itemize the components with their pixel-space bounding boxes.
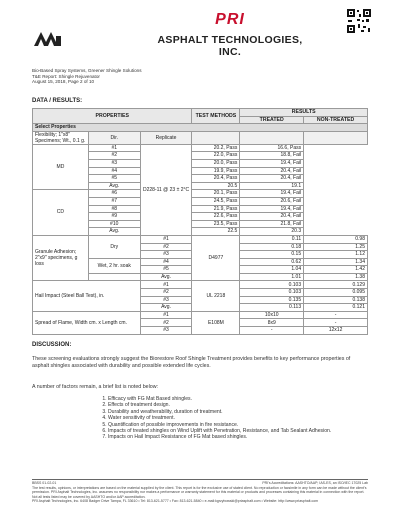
hail-method: UL 2218 [192,281,240,311]
replicate-cell: #1 [140,281,192,289]
non-treated-value: 1.12 [304,251,368,259]
replicate-cell: #5 [140,266,192,274]
discussion-title: DISCUSSION: [32,342,72,348]
empty-cell [304,131,368,144]
non-treated-value: 19.4, Fail [240,159,304,167]
granule-label: Granule Adhesion; 2"x9" specimens, g loss [33,235,89,281]
treated-value: 8x9 [240,319,304,327]
list-item: 6. Impacts of treated shingles on Wind Uplift with Penetration, Resistance, and Tab Sealant Adhesion. [108,428,378,434]
treated-value: 0.18 [240,243,304,251]
aap-logo [32,30,62,48]
treated-value: 0.62 [240,258,304,266]
non-treated-value: 18.8, Fail [240,152,304,160]
disclaimer: The test results, opinions, or interpretations are based on the material supplied by the client. This report is for the exclusive use of stated client. No reproduction or facsimile in any form can be made without the client's permission. PRI Asphalt Technologies, Inc. assumes no responsibility nor makes a performance or warranty statement for this material or products and processes containing this material in connection with the report. Not all tests listed may be covered by AASHTO and/or AAP accreditation. [32,486,367,499]
replicate-cell: #6 [88,190,140,198]
non-treated-value: 19.1 [240,182,304,190]
non-treated-value: 20.4, Fail [240,167,304,175]
flexibility-label: Flexibility; 1"x8" Specimens; Wt., 0.1 g. [33,131,89,144]
treated-value: 1.04 [240,266,304,274]
replicate-cell: Avg. [88,228,140,236]
replicate-cell: #2 [140,243,192,251]
factors-list [96,396,378,441]
hail-rows [33,281,368,311]
treated-value: 0.113 [240,304,304,312]
replicate-cell: #2 [88,152,140,160]
list-item: 5. Quantification of possible improvements in fire resistance. [108,422,378,428]
table-row [33,144,368,152]
non-treated-value: 20.3 [240,228,304,236]
company-name: ASPHALT TECHNOLOGIES, INC. [157,34,303,58]
meta-line-3: August 15, 2018, Page 2 of 10 [32,79,95,85]
flame-label: Spread of Flame, Width cm. x Length cm. [33,311,141,334]
treated-value: 24.5, Pass [192,197,240,205]
non-treated-value: 0.121 [304,304,368,312]
granule-rows [33,235,368,281]
replicate-cell: #7 [88,197,140,205]
list-item: 4. Water sensitivity of treatment. [108,415,378,421]
list-item: 2. Effects of treatment design. [108,402,378,408]
replicate-cell: #3 [140,251,192,259]
replicate-cell: #8 [88,205,140,213]
meta-line-1: Bio-Based Spray Systems, Greener Shingle Solutions [32,68,142,73]
treated-value: 0.11 [240,235,304,243]
non-treated-value: 20.4, Fail [240,175,304,183]
replicate-cell: #3 [140,327,192,335]
replicate-cell: #3 [140,296,192,304]
dir-md: MD [33,144,89,190]
pri-logo: PRI [215,11,245,28]
treated-value: 23.5, Pass [192,220,240,228]
select-properties-row [33,124,368,132]
treated-value: 20.2, Pass [192,144,240,152]
results-table [32,108,368,335]
non-treated-value: - [304,311,368,319]
flame-method: E108M [192,311,240,334]
empty-cell [192,131,240,144]
replicate-cell: #1 [88,144,140,152]
header-properties: PROPERTIES [33,109,192,124]
replicate-cell: Avg. [88,182,140,190]
non-treated-value: 1.34 [304,258,368,266]
replicate-label: Replicate [140,131,192,144]
treated-value: 20.5 [192,182,240,190]
list-item: 3. Durability and weatherability, duration of treatment. [108,409,378,415]
list-item: 7. Impacts on Hail Impact Resistance of FG Mat based shingles. [108,434,378,440]
treated-value: 0.15 [240,251,304,259]
select-properties-label: Select Properties [33,124,368,132]
discussion-paragraph: These screening evaluations strongly suggest the Biorestore Roof Shingle Treatment provides benefits to key performance properties of asphalt shingles associated with durability and possible extended life cycles. [32,356,351,369]
empty-cell [240,131,304,144]
non-treated-value: 21.8, Fail [240,220,304,228]
report-header [32,8,372,58]
replicate-cell: #2 [140,319,192,327]
treated-value: 20.4, Pass [192,175,240,183]
header-treated: TREATED [240,116,304,124]
treated-value: 0.103 [240,281,304,289]
treated-value: 22.0, Pass [192,152,240,160]
non-treated-value: - [304,319,368,327]
page-footer [32,479,368,503]
factors-intro: A number of factors remain, a brief list is noted below: [32,384,159,390]
replicate-cell: Avg. [140,273,192,281]
doc-code: BBSS 01-02-01 [32,481,57,485]
replicate-cell: #1 [140,311,192,319]
treated-value: 1.01 [240,273,304,281]
hail-label: Hail Impact (Steel Ball Test), in. [33,281,141,311]
treated-value: 21.9, Pass [192,205,240,213]
table-row [33,311,368,319]
table-row [33,190,368,198]
replicate-cell: Avg. [140,304,192,312]
treated-value: 19.9, Pass [192,167,240,175]
company-branding [150,11,310,58]
granule-method: D4977 [192,235,240,281]
replicate-cell: #1 [140,235,192,243]
non-treated-value: 0.98 [304,235,368,243]
contact-info: PRI Asphalt Technologies, Inc. 6408 Badger Drive Tampa, FL 33610 • Tel: 813-621-5777 • Fax: 813-621-5840 • e-mail:kgrzybowski@priasphalt.com • Website: http://www.priasphalt.com [32,498,319,503]
table-row [33,235,368,243]
table-row [33,281,368,289]
flexibility-rows [33,144,368,235]
treated-value: 20.0, Pass [192,159,240,167]
accreditation: PRI's Accreditations: AASHTO/AAP; IAS-ES, an ISO/IEC 17025 Lab [262,481,368,485]
non-treated-value: 1.42 [304,266,368,274]
treated-value: 22.5 [192,228,240,236]
flexibility-method: D228-11 @ 23 ± 2°C [140,144,192,235]
non-treated-value: 19.4, Fail [240,190,304,198]
empty-cell [88,273,140,281]
non-treated-value: 20.4, Fail [240,213,304,221]
replicate-cell: #9 [88,213,140,221]
non-treated-value: 20.6, Fail [240,197,304,205]
non-treated-value: 1.25 [304,243,368,251]
report-meta [32,68,142,85]
non-treated-value: 0.129 [304,281,368,289]
treated-value: 22.6, Pass [192,213,240,221]
meta-line-2: T&E Report: Shingle Rejuvenator [32,73,100,79]
table-header-row [33,109,368,117]
flame-rows [33,311,368,334]
dir-cd: CD [33,190,89,236]
header-results: RESULTS [240,109,368,117]
treated-value: 0.135 [240,296,304,304]
non-treated-value: 1.38 [304,273,368,281]
treated-value: - [240,327,304,335]
replicate-cell: #10 [88,220,140,228]
dir-label: Dir. [88,131,140,144]
header-test-methods: TEST METHODS [192,109,240,124]
cond-dry: Dry [88,235,140,258]
cond-wet: Wet, 2 hr. soak [88,258,140,273]
replicate-cell: #2 [140,289,192,297]
dir-replicate-row [33,131,368,144]
replicate-cell: #4 [88,167,140,175]
section-title: DATA / RESULTS: [32,98,83,104]
non-treated-value: 19.4, Fail [240,205,304,213]
replicate-cell: #4 [140,258,192,266]
non-treated-value: 12x12 [304,327,368,335]
header-non-treated: NON-TREATED [304,116,368,124]
treated-value: 10x10 [240,311,304,319]
non-treated-value: 0.095 [304,289,368,297]
treated-value: 20.1, Pass [192,190,240,198]
replicate-cell: #5 [88,175,140,183]
treated-value: 0.103 [240,289,304,297]
list-item: 1. Efficacy with FG Mat Based shingles. [108,396,378,402]
non-treated-value: 0.138 [304,296,368,304]
replicate-cell: #3 [88,159,140,167]
non-treated-value: 16.6, Pass [240,144,304,152]
qr-code-icon [346,8,372,34]
